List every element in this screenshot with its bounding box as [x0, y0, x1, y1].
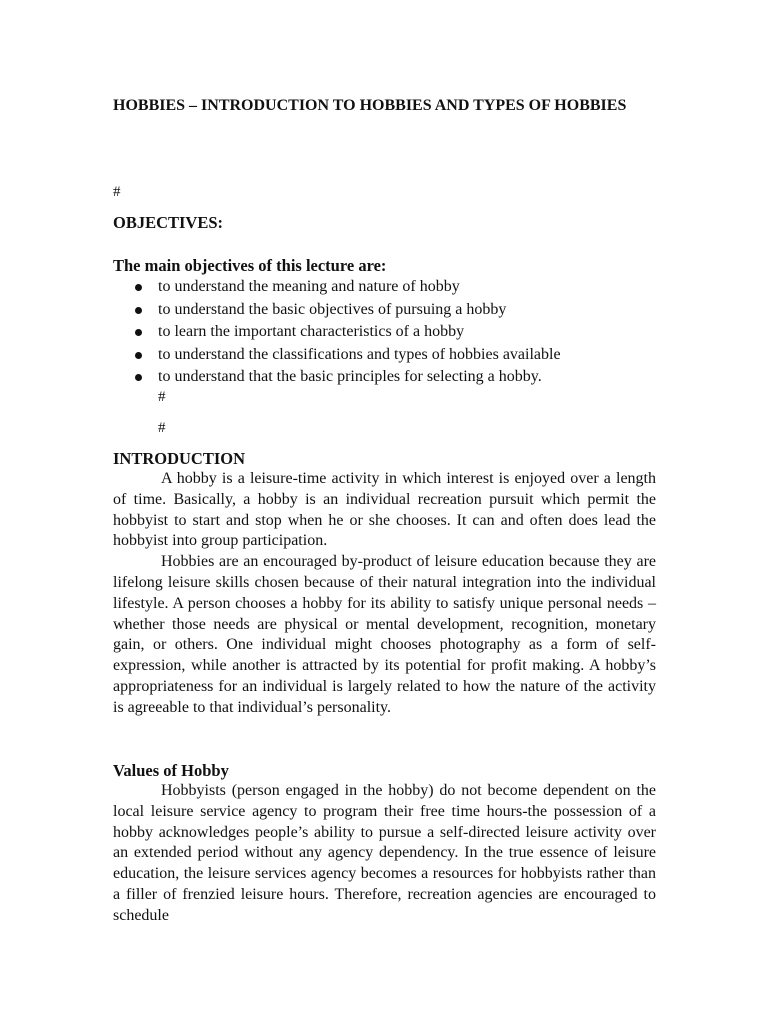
- introduction-heading: INTRODUCTION: [113, 449, 246, 468]
- document-title: HOBBIES – INTRODUCTION TO HOBBIES AND TYPES OF HOBBIES: [113, 97, 627, 114]
- values-body: [113, 781, 656, 927]
- bullet-icon: [135, 352, 142, 359]
- list-item-text: to understand the meaning and nature of hobby: [158, 278, 460, 295]
- list-item-text: to learn the important characteristics of a hobby: [158, 323, 465, 340]
- list-item-text: to understand the classifications and types of hobbies available: [158, 345, 561, 363]
- list-item: [113, 366, 673, 389]
- introduction-body: [113, 469, 656, 719]
- hash-marker-list-1: #: [158, 389, 166, 405]
- objectives-heading: OBJECTIVES:: [113, 213, 224, 232]
- list-item: [113, 299, 673, 322]
- bullet-icon: [135, 307, 142, 314]
- values-paragraph: Hobbyists (person engaged in the hobby) do not become dependent on the local leisure service agency to program their free time hours-the possession of a hobby acknowledges people’s ability to pursue a self-directed leisure activity over an extended period without any agency dependency. In the true essence of leisure education, the leisure services agency becomes a resources for hobbyists rather than a filler of frenzied leisure hours. Therefore, recreation agencies are encouraged to schedule: [113, 782, 656, 924]
- bullet-icon: [135, 329, 142, 336]
- introduction-paragraph-1: A hobby is a leisure-time activity in which interest is enjoyed over a length of time. Basically, a hobby is an individual recreation pursuit which permit the hobbyist to start and stop when he or she chooses. It can and often does lead the hobbyist into group participation.: [113, 470, 656, 550]
- bullet-icon: [135, 284, 142, 291]
- introduction-paragraph-2: Hobbies are an encouraged by-product of leisure education because they are lifelong leisure skills chosen because of their natural integration into the individual lifestyle. A person chooses a hobby for its ability to satisfy unique personal needs – whether those needs are physical or mental development, recognition, monetary gain, or others. One individual might chooses photography as a form of self-expression, while another is attracted by its potential for profit making. A hobby’s appropriateness for an individual is largely related to how the nature of the activity is agreeable to that individual’s personality.: [113, 553, 656, 716]
- hash-marker-list-2: #: [158, 420, 166, 436]
- list-item-text: to understand the basic objectives of pursuing a hobby: [158, 300, 507, 318]
- list-item: [113, 344, 673, 367]
- hash-marker-top: #: [113, 184, 121, 200]
- list-item: [113, 321, 673, 344]
- values-heading: Values of Hobby: [113, 761, 229, 780]
- bullet-icon: [135, 374, 142, 381]
- objectives-intro: The main objectives of this lecture are:: [113, 256, 387, 275]
- list-item: [113, 276, 673, 299]
- list-item-text: to understand that the basic principles for selecting a hobby.: [158, 368, 542, 385]
- objectives-list: [113, 276, 673, 389]
